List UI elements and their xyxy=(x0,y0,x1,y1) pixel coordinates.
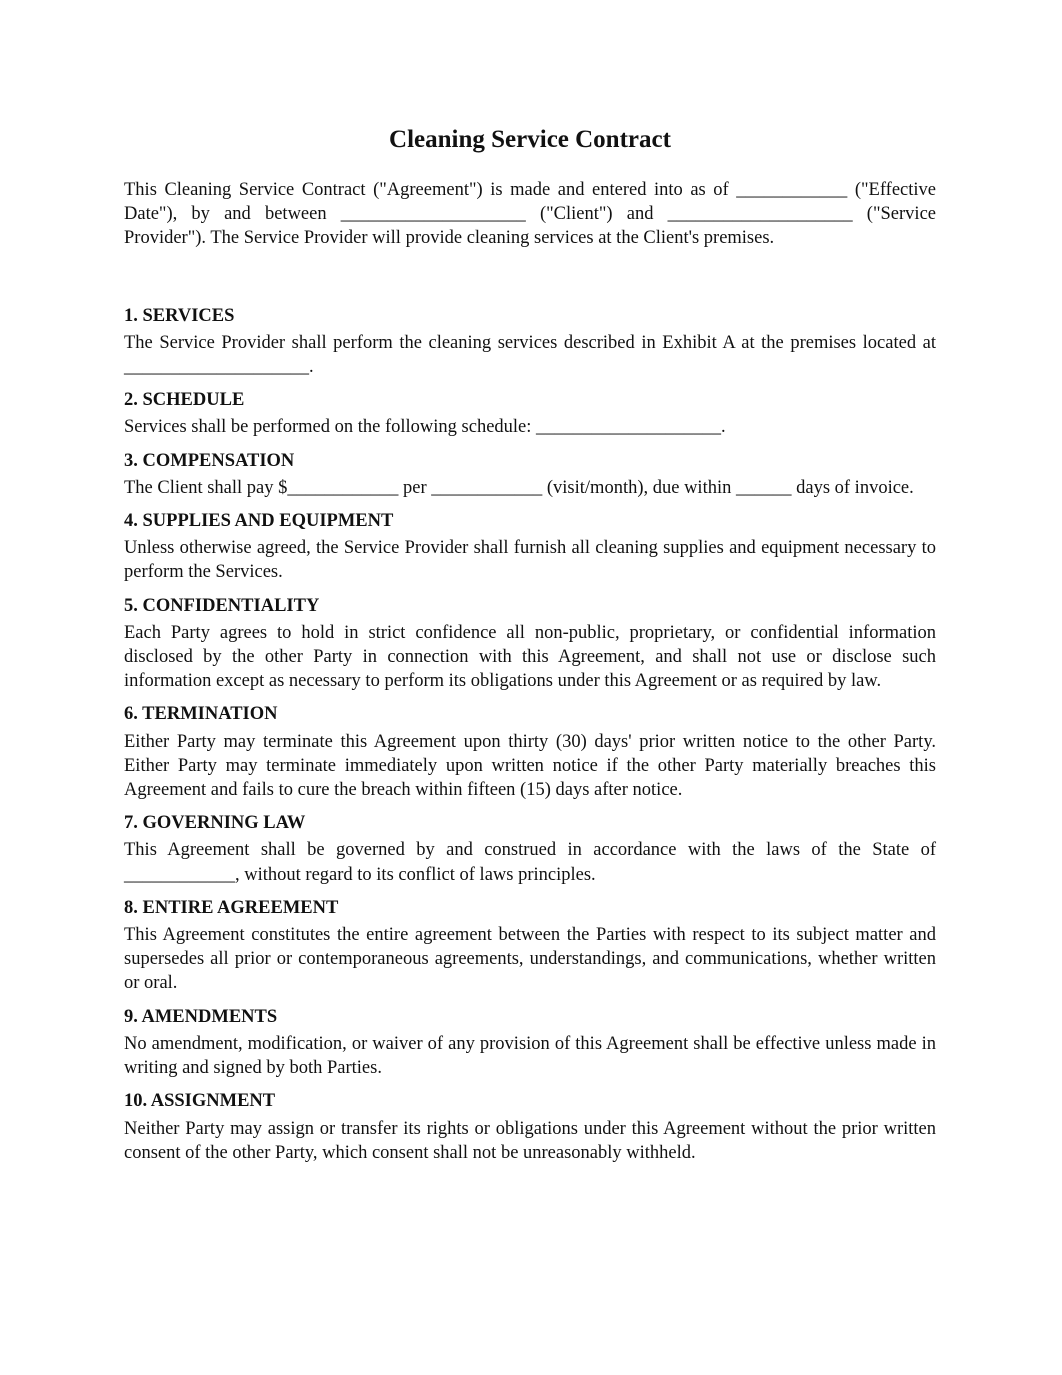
section-compensation xyxy=(124,449,936,500)
section-governing-law xyxy=(124,811,936,887)
section-services xyxy=(124,304,936,380)
intro-paragraph: This Cleaning Service Contract ("Agreement") is made and entered into as of ____________ ("Effective Date"), by and between ____________________ ("Client") and ____________________ ("Service Provider"). The Service Provider will provide cleaning services at the Client's premises. xyxy=(124,180,936,249)
document-title: Cleaning Service Contract xyxy=(389,126,671,153)
section-heading: 8. ENTIRE AGREEMENT xyxy=(124,897,339,918)
section-heading: 9. AMENDMENTS xyxy=(124,1006,278,1027)
section-heading: 6. TERMINATION xyxy=(124,704,278,725)
section-heading: 3. COMPENSATION xyxy=(124,450,295,471)
section-amendments xyxy=(124,1005,936,1081)
section-confidentiality xyxy=(124,594,936,694)
document-page xyxy=(124,124,936,1174)
section-body: Unless otherwise agreed, the Service Provider shall furnish all cleaning supplies and equipment necessary to perform the Services. xyxy=(124,538,936,583)
section-assignment xyxy=(124,1089,936,1165)
section-body: Each Party agrees to hold in strict confidence all non-public, proprietary, or confidential information disclosed by the other Party in connection with this Agreement, and shall not use or disclose such information except as necessary to perform its obligations under this Agreement or as required by law. xyxy=(124,622,936,692)
section-supplies-and-equipment xyxy=(124,509,936,585)
section-body: No amendment, modification, or waiver of any provision of this Agreement shall be effective unless made in writing and signed by both Parties. xyxy=(124,1033,936,1079)
section-entire-agreement xyxy=(124,896,936,996)
section-heading: 4. SUPPLIES AND EQUIPMENT xyxy=(124,511,394,532)
section-body: This Agreement shall be governed by and construed in accordance with the laws of the State of ____________, without regard to its conflict of laws principles. xyxy=(124,840,936,885)
section-heading: 2. SCHEDULE xyxy=(124,390,245,411)
section-body: The Service Provider shall perform the cleaning services described in Exhibit A at the premises located at ____________________. xyxy=(124,332,936,378)
section-body: Either Party may terminate this Agreement upon thirty (30) days' prior written notice to the other Party. Either Party may terminate immediately upon written notice if the other Party materially breaches this Agreement and fails to cure the breach within fifteen (15) days after notice. xyxy=(124,731,936,801)
section-body: Neither Party may assign or transfer its rights or obligations under this Agreement without the prior written consent of the other Party, which consent shall not be unreasonably withheld. xyxy=(124,1118,936,1163)
section-heading: 5. CONFIDENTIALITY xyxy=(124,595,320,616)
section-heading: 10. ASSIGNMENT xyxy=(124,1091,276,1112)
section-heading: 7. GOVERNING LAW xyxy=(124,813,306,834)
section-heading: 1. SERVICES xyxy=(124,305,235,326)
section-schedule xyxy=(124,388,936,439)
section-body: This Agreement constitutes the entire agreement between the Parties with respect to its subject matter and supersedes all prior or contemporaneous agreements, understandings, and communications, whether written or oral. xyxy=(124,925,936,994)
section-body: The Client shall pay $____________ per ____________ (visit/month), due within ______ days of invoice. xyxy=(124,477,914,498)
section-termination xyxy=(124,702,936,802)
section-body: Services shall be performed on the following schedule: ____________________. xyxy=(124,417,726,438)
